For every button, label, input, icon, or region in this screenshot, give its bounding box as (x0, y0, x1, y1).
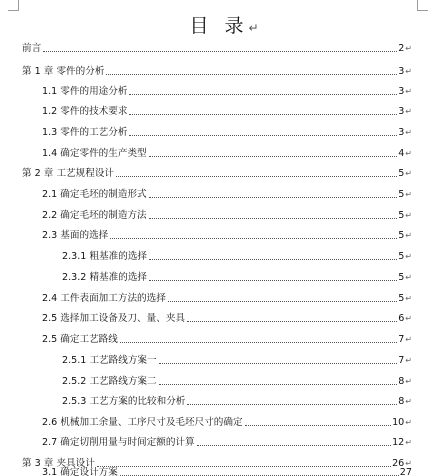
toc-entry-page: 10 (392, 417, 405, 428)
toc-entry-label: 2.4 工件表面加工方法的选择 (42, 293, 166, 304)
toc-entry-label: 2.5.1 工艺路线方案一 (62, 355, 157, 366)
paragraph-mark-icon: ↵ (248, 21, 259, 35)
toc-entry-page: 5 (398, 189, 405, 200)
toc-entry[interactable] (42, 146, 412, 160)
toc-entry[interactable] (42, 187, 412, 201)
toc-entry-page: 3 (398, 127, 405, 138)
toc-entry-label: 2.5 确定工艺路线 (42, 334, 118, 345)
toc-entry[interactable] (62, 270, 412, 284)
toc-entry-page: 5 (398, 230, 405, 241)
toc-entry-page: 12 (392, 437, 405, 448)
paragraph-mark-icon: ↵ (405, 356, 412, 365)
paragraph-mark-icon: ↵ (405, 418, 412, 427)
toc-entry-label: 第 3 章 夹具设计 (22, 458, 95, 469)
toc-entry[interactable] (22, 166, 412, 180)
paragraph-mark-icon: ↵ (405, 314, 412, 323)
paragraph-mark-icon: ↵ (405, 67, 412, 76)
toc-entry-page: 27 (399, 467, 412, 476)
dot-leader (116, 176, 397, 177)
toc-entry[interactable] (42, 208, 412, 222)
toc-entry-page: 7 (398, 334, 405, 345)
toc-entry-label: 2.3.1 粗基准的选择 (62, 251, 148, 262)
page-corner-mark-right (417, 0, 428, 11)
toc-entry-page: 3 (398, 106, 405, 117)
toc-entry-label: 第 2 章 工艺规程设计 (22, 168, 115, 179)
toc-entry-page: 6 (398, 313, 405, 324)
toc-entry-label: 2.2 确定毛坯的制造方法 (42, 210, 147, 221)
dot-leader (149, 259, 397, 260)
toc-entry[interactable] (42, 228, 412, 242)
dot-leader (110, 238, 397, 239)
toc-entry[interactable] (42, 415, 412, 429)
toc-entry[interactable] (62, 374, 412, 388)
toc-entry-page: 5 (398, 168, 405, 179)
toc-entry-label: 2.7 确定切削用量与时间定额的计算 (42, 437, 195, 448)
toc-entry-label: 3.1 确定设计方案 (42, 467, 118, 476)
toc-title (0, 11, 448, 38)
toc-entry[interactable] (42, 435, 412, 449)
paragraph-mark-icon: ↵ (405, 273, 412, 282)
toc-entry-page: 5 (398, 210, 405, 221)
toc-title-text: 目 录 (189, 15, 249, 37)
paragraph-mark-icon: ↵ (405, 377, 412, 386)
toc-entry[interactable] (22, 41, 412, 55)
paragraph-mark-icon: ↵ (405, 231, 412, 240)
toc-entry-page: 5 (398, 293, 405, 304)
toc-entry[interactable] (42, 125, 412, 139)
paragraph-mark-icon: ↵ (405, 211, 412, 220)
dot-leader (106, 74, 397, 75)
dot-leader (149, 218, 398, 219)
dot-leader (197, 445, 391, 446)
dot-leader (168, 301, 397, 302)
paragraph-mark-icon: ↵ (405, 107, 412, 116)
dot-leader (43, 51, 397, 52)
toc-entry[interactable] (62, 353, 412, 367)
dot-leader (149, 156, 398, 157)
toc-entry[interactable] (62, 249, 412, 263)
toc-entry-label: 1.2 零件的技术要求 (42, 106, 128, 117)
toc-entry-page: 8 (398, 396, 405, 407)
toc-entry-page: 7 (398, 355, 405, 366)
paragraph-mark-icon: ↵ (405, 128, 412, 137)
dot-leader (149, 280, 397, 281)
paragraph-mark-icon: ↵ (405, 190, 412, 199)
dot-leader (129, 94, 397, 95)
toc-entry[interactable] (42, 84, 412, 98)
paragraph-mark-icon: ↵ (405, 459, 412, 468)
toc-entry[interactable] (42, 332, 412, 346)
toc-entry[interactable] (42, 291, 412, 305)
paragraph-mark-icon: ↵ (405, 87, 412, 96)
toc-entry[interactable] (42, 104, 412, 118)
dot-leader (159, 384, 398, 385)
dot-leader (245, 425, 391, 426)
toc-entry-label: 2.3 基面的选择 (42, 230, 109, 241)
toc-entry[interactable] (62, 394, 412, 408)
toc-entry-label: 第 1 章 零件的分析 (22, 66, 105, 77)
paragraph-mark-icon: ↵ (405, 294, 412, 303)
dot-leader (187, 404, 397, 405)
toc-entry-label: 2.5.2 工艺路线方案二 (62, 376, 157, 387)
toc-entry-label: 2.1 确定毛坯的制造形式 (42, 189, 147, 200)
toc-entry-page: 4 (398, 148, 405, 159)
toc-entry-page: 3 (398, 86, 405, 97)
toc-entry-label: 2.6 机械加工余量、工序尺寸及毛坯尺寸的确定 (42, 417, 243, 428)
toc-entry-page: 3 (398, 66, 405, 77)
paragraph-mark-icon: ↵ (405, 438, 412, 447)
dot-leader (149, 197, 398, 198)
paragraph-mark-icon: ↵ (405, 149, 412, 158)
toc-entry-label: 1.3 零件的工艺分析 (42, 127, 128, 138)
toc-entry-page: 5 (398, 251, 405, 262)
toc-entry-label: 2.5 选择加工设备及刀、量、夹具 (42, 313, 186, 324)
dot-leader (187, 321, 397, 322)
toc-entry[interactable] (42, 311, 412, 325)
toc-entry-label: 2.3.2 精基准的选择 (62, 272, 148, 283)
paragraph-mark-icon: ↵ (405, 252, 412, 261)
dot-leader (129, 135, 397, 136)
page-corner-mark-left (8, 0, 19, 11)
paragraph-mark-icon: ↵ (405, 169, 412, 178)
toc-entry-page: 2 (398, 43, 405, 54)
dot-leader (129, 114, 397, 115)
dot-leader (159, 363, 398, 364)
toc-entry[interactable] (42, 467, 412, 476)
paragraph-mark-icon: ↵ (405, 44, 412, 53)
paragraph-mark-icon: ↵ (405, 397, 412, 406)
toc-entry-page: 26 (392, 458, 405, 469)
toc-entry-label: 2.5.3 工艺方案的比较和分析 (62, 396, 186, 407)
toc-entry-label: 前言 (22, 43, 42, 54)
toc-entry-page: 5 (398, 272, 405, 283)
toc-entry-label: 1.4 确定零件的生产类型 (42, 148, 147, 159)
toc-entry[interactable] (22, 64, 412, 78)
toc-entry-label: 1.1 零件的用途分析 (42, 86, 128, 97)
paragraph-mark-icon: ↵ (405, 335, 412, 344)
toc-entry-page: 8 (398, 376, 405, 387)
dot-leader (120, 342, 397, 343)
